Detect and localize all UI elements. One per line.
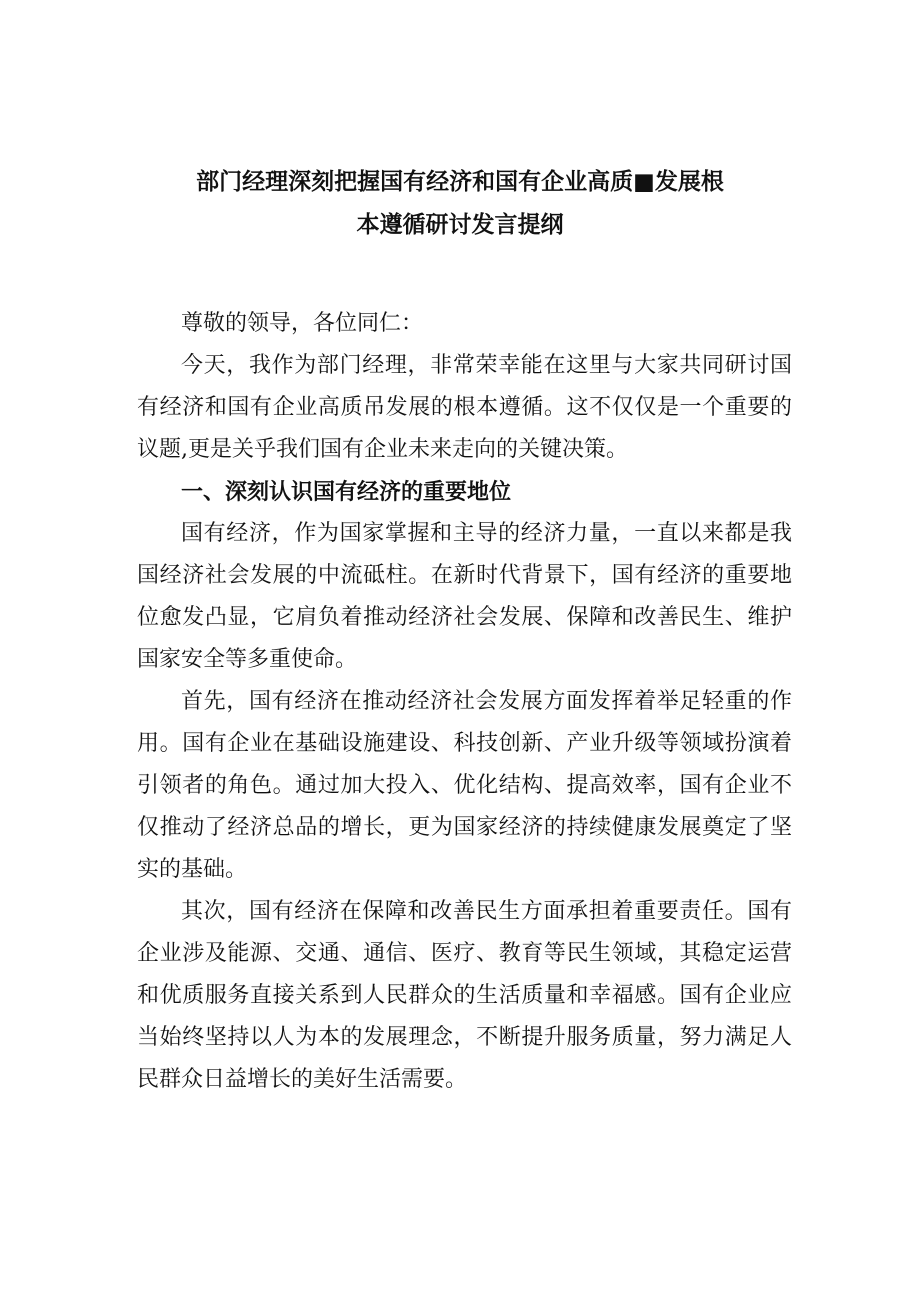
paragraph-3: 其次，国有经济在保障和改善民生方面承担着重要责任。国有企业涉及能源、交通、通信、医疗、教育等民生领域，其稳定运营和优质服务直接关系到人民群众的生活质量和幸福感。国有企业应当始终坚持以人为本的发展理念，不断提升服务质量，努力满足人民群众日益增长的美好生活需要。 [137, 899, 792, 1092]
paragraph-1: 国有经济，作为国家掌握和主导的经济力量，一直以来都是我国经济社会发展的中流砥柱。在新时代背景下，国有经济的重要地位愈发凸显，它肩负着推动经济社会发展、保障和改善民生、维护国家安全等多重使命。 [137, 521, 792, 672]
intro-paragraph: 今天，我作为部门经理，非常荣幸能在这里与大家共同研讨国有经济和国有企业高质吊发展的根本遵循。这不仅仅是一个重要的议题,更是关乎我们国有企业未来走向的关键决策。 [137, 353, 792, 462]
section-heading-1: 一、深刻认识国有经济的重要地位 [181, 479, 512, 505]
document-body [137, 303, 792, 1101]
salutation: 尊敬的领导，各位同仁： [181, 311, 424, 336]
paragraph-2: 首先，国有经济在推动经济社会发展方面发挥着举足轻重的作用。国有企业在基础设施建设、科技创新、产业升级等领域扮演着引领者的角色。通过加大投入、优化结构、提高效率，国有企业不仅推动了经济总品的增长，更为国家经济的持续健康发展奠定了坚实的基础。 [137, 689, 792, 882]
document-title-line-1: 部门经理深刻把握国有经济和国有企业高质■发展根 [196, 168, 724, 195]
document-title-line-2: 本遵循研讨发言提纲 [356, 211, 564, 238]
